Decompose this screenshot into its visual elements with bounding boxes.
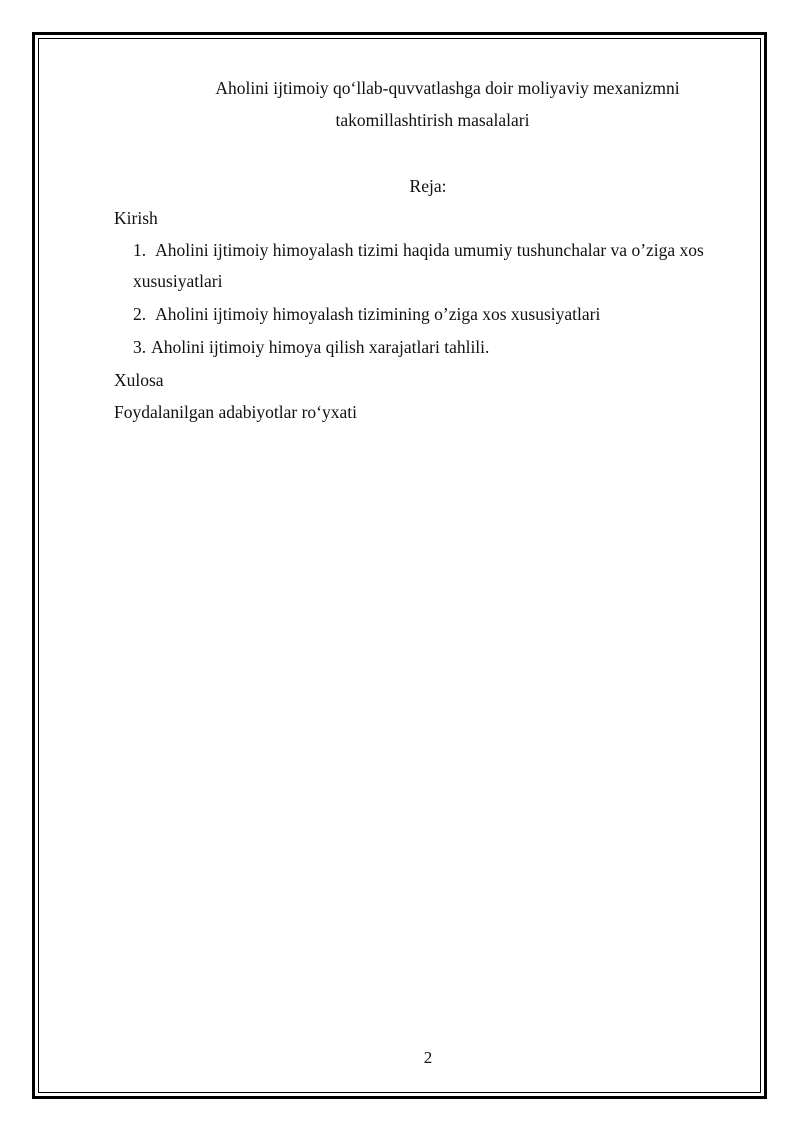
plan-item-introduction: Kirish [114,208,158,228]
plan-item-1-continuation: xususiyatlari [133,271,223,291]
plan-item-1 [133,235,704,265]
page-number: 2 [423,1048,433,1067]
plan-item-1-text: Aholini ijtimoiy himoyalash tizimi haqida umumiy tushunchalar va o’ziga xos [155,240,704,260]
plan-item-2-text: Aholini ijtimoiy himoyalash tizimining o’ziga xos xususiyatlari [155,304,601,324]
document-title-line-1: Aholini ijtimoiy qo‘llab-quvvatlashga doir moliyaviy mexanizmni [215,78,680,98]
plan-heading: Reja: [409,176,447,196]
plan-item-3-text: Aholini ijtimoiy himoya qilish xarajatlari tahlili. [151,337,490,357]
plan-item-conclusion: Xulosa [114,370,164,390]
plan-item-references: Foydalanilgan adabiyotlar ro‘yxati [114,402,357,422]
plan-item-2-number: 2. [133,304,147,324]
plan-item-1-number: 1. [133,240,147,260]
document-title-line-2: takomillashtirish masalalari [335,110,530,130]
plan-item-2 [133,299,600,329]
plan-item-3-number: 3. [133,337,147,357]
plan-item-3 [133,332,489,362]
